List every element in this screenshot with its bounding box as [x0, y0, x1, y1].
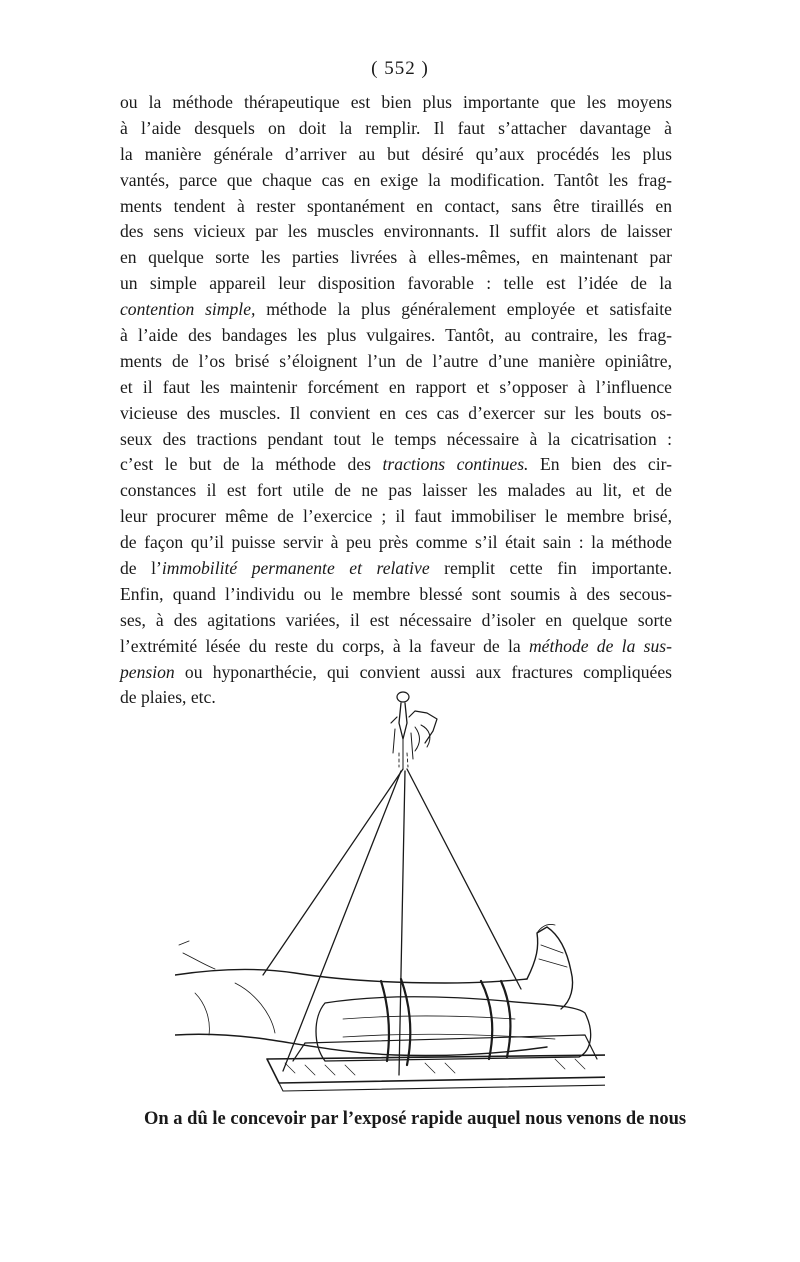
text-run: à l’aide desquels on doit la remplir. Il faut s’attacher davantage à [120, 117, 672, 138]
text-run: de plaies, etc. [120, 687, 216, 708]
italic-term: méthode de la sus- [528, 635, 672, 656]
text-line [120, 634, 672, 660]
text-line [120, 349, 672, 375]
text-line [120, 271, 672, 297]
text-run: de l’ [120, 558, 162, 579]
text-run: ou hyponarthécie, qui convient aussi aux fractures compliquées [174, 661, 672, 682]
italic-term: contention simple, [120, 299, 256, 320]
text-line [120, 530, 672, 556]
italic-term: pension [120, 661, 175, 682]
text-run: méthode la plus généralement employée et satisfaite [255, 299, 672, 320]
text-line [120, 219, 672, 245]
text-line [120, 608, 672, 634]
text-run: en quelque sorte les parties livrées à elles-mêmes, en maintenant par [120, 247, 672, 268]
text-run: c’est le but de la méthode des [120, 454, 383, 475]
text-run: à l’aide des bandages les plus vulgaires. Tantôt, au contraire, les frag- [120, 325, 672, 346]
text-line [120, 556, 672, 582]
continuation-line: On a dû le concevoir par l’exposé rapide auquel nous venons de nous [144, 1109, 687, 1129]
text-run: seux des tractions pendant tout le temps nécessaire à la cicatrisation : [120, 428, 672, 449]
text-line [120, 297, 672, 323]
text-line [120, 452, 672, 478]
text-line [120, 427, 672, 453]
text-run: vicieuse des muscles. Il convient en ces cas d’exercer sur les bouts os- [120, 402, 672, 423]
text-run: En bien des cir- [528, 454, 672, 475]
text-run: et il faut les maintenir forcément en rapport et s’opposer à l’influence [120, 376, 672, 397]
text-run: ments de l’os brisé s’éloignent l’un de l’autre d’une manière opiniâtre, [120, 350, 672, 371]
text-run: de façon qu’il puisse servir à peu près comme s’il était sain : la méthode [120, 532, 672, 553]
text-run: remplit cette fin importante. [429, 558, 672, 579]
text-line [120, 168, 672, 194]
italic-term: immobilité permanente et relative [161, 558, 430, 579]
text-run: ou la méthode thérapeutique est bien plus importante que les moyens [120, 92, 672, 112]
text-line [120, 478, 672, 504]
text-line [120, 116, 672, 142]
leg-suspension-engraving-icon [175, 683, 605, 1103]
text-line [120, 142, 672, 168]
text-run: ments tendent à rester spontanément en contact, sans être tiraillés en [120, 195, 672, 216]
body-paragraph [120, 90, 672, 711]
text-run: la manière générale d’arriver au but désiré qu’aux procédés les plus [120, 143, 672, 164]
italic-term: tractions continues. [382, 454, 529, 475]
text-line [120, 375, 672, 401]
text-line [120, 90, 672, 116]
text-line [120, 582, 672, 608]
text-line [120, 194, 672, 220]
text-line [120, 323, 672, 349]
text-run: un simple appareil leur disposition favorable : telle est l’idée de la [120, 273, 672, 294]
text-line [120, 245, 672, 271]
text-line [120, 504, 672, 530]
text-run: vantés, parce que chaque cas en exige la modification. Tantôt les frag- [120, 169, 672, 190]
text-run: Enfin, quand l’individu ou le membre blessé sont soumis à des secous- [120, 583, 672, 604]
page-number: ( 552 ) [371, 58, 429, 79]
text-run: des sens vicieux par les muscles environnants. Il suffit alors de laisser [120, 221, 672, 242]
text-line [120, 401, 672, 427]
leg-suspension-illustration [175, 683, 605, 1103]
text-run: constances il est fort utile de ne pas laisser les malades au lit, et de [120, 480, 672, 501]
text-run: leur procurer même de l’exercice ; il faut immobiliser le membre brisé, [120, 506, 672, 527]
text-run: ses, à des agitations variées, il est nécessaire d’isoler en quelque sorte [120, 609, 672, 630]
text-run: l’extrémité lésée du reste du corps, à la faveur de la [120, 635, 529, 656]
text-line [120, 660, 672, 686]
